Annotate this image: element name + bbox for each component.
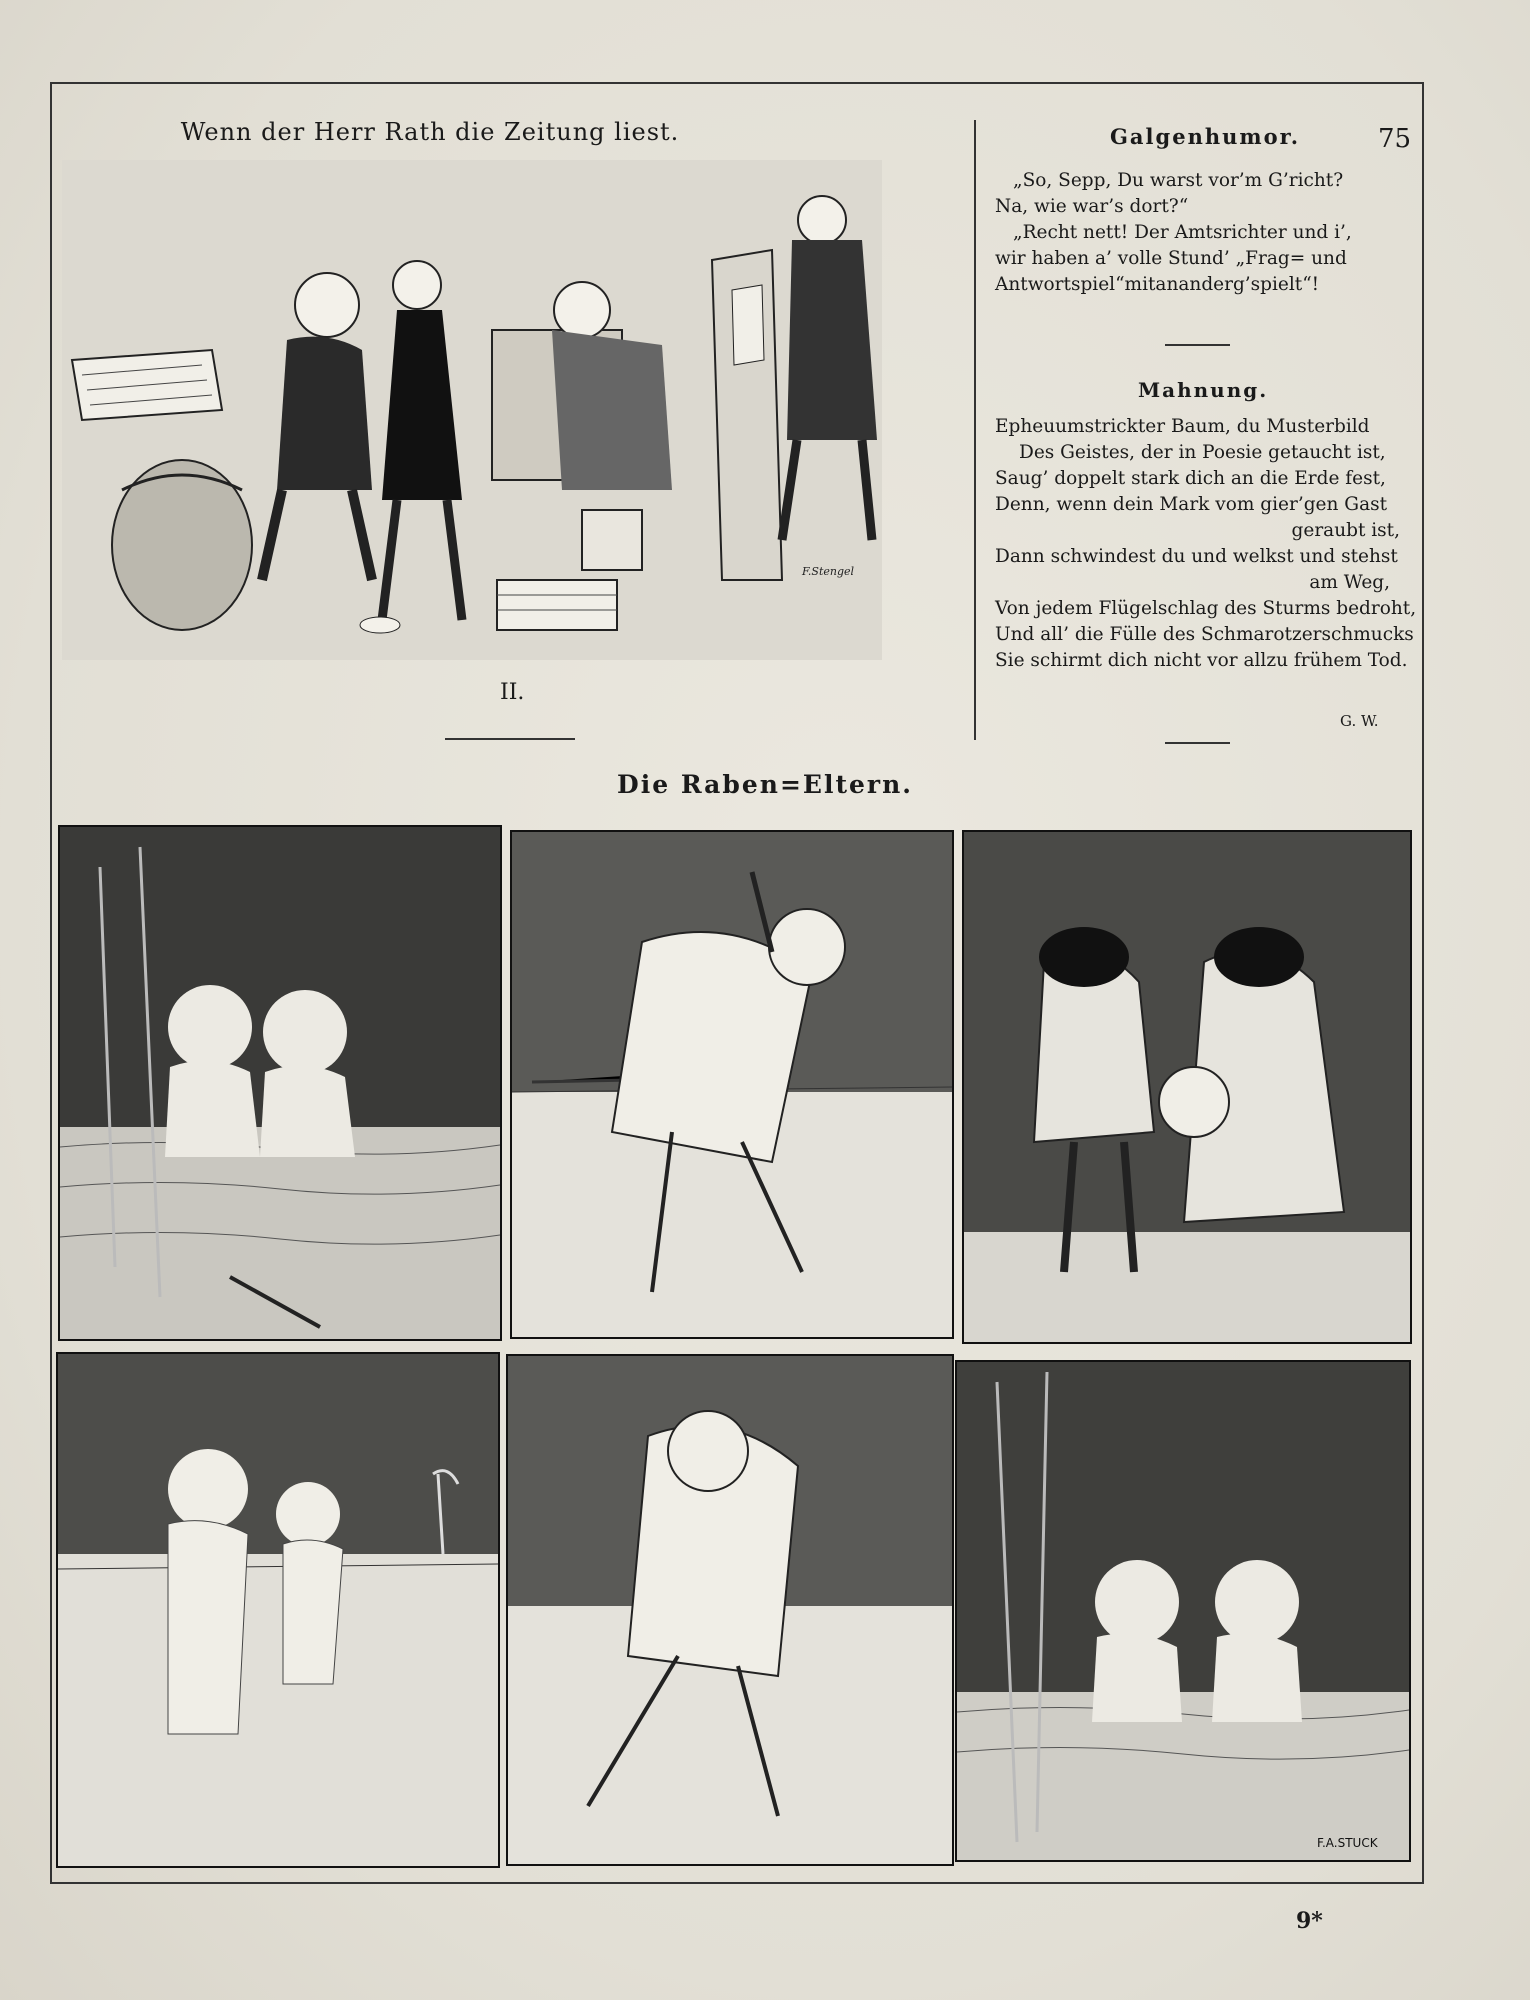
poem-text	[995, 414, 1417, 674]
comic-panel-2	[510, 830, 954, 1339]
babies-walking-on-shore-icon	[58, 1354, 498, 1866]
comic-title: Die Raben=Eltern.	[617, 770, 913, 799]
galgenhumor-line: Antwortspiel“mitananderg’spielt“!	[995, 274, 1320, 295]
divider-right-2	[1165, 742, 1230, 744]
column-divider	[974, 120, 976, 740]
plate-number: II.	[500, 680, 525, 705]
cartoon-title: Wenn der Herr Rath die Zeitung liest.	[180, 118, 680, 146]
poem-line: geraubt ist,	[1291, 520, 1400, 541]
poem-line: Des Geistes, der in Poesie getaucht ist,	[1019, 442, 1386, 463]
divider-left	[445, 738, 575, 740]
poem-line: Epheuumstrickter Baum, du Musterbild	[995, 416, 1370, 437]
galgenhumor-title: Galgenhumor.	[1110, 124, 1301, 149]
galgenhumor-line: „So, Sepp, Du warst vor’m G’richt?	[1013, 170, 1344, 191]
comic-panel-6	[955, 1360, 1411, 1862]
galgenhumor-line: „Recht nett! Der Amtsrichter und i’,	[1013, 222, 1352, 243]
comic-panel-5	[506, 1354, 954, 1866]
divider-right-1	[1165, 344, 1230, 346]
poem-line: Von jedem Flügelschlag des Sturms bedroht,	[995, 598, 1417, 619]
stork-with-baby-icon	[508, 1356, 952, 1864]
poem-line: am Weg,	[1309, 572, 1390, 593]
comic-panel-3	[962, 830, 1412, 1344]
galgenhumor-line: wir haben a’ volle Stund’ „Frag= und	[995, 248, 1347, 269]
poem-line: Saug’ doppelt stark dich an die Erde fest,	[995, 468, 1386, 489]
page-number: 75	[1378, 124, 1412, 154]
office-scene-illustration	[62, 160, 882, 660]
svg-text:F.Stengel: F.Stengel	[802, 565, 855, 578]
stork-carrying-baby-icon	[512, 832, 952, 1337]
two-babies-in-water-icon	[60, 827, 500, 1339]
poem-line: Denn, wenn dein Mark vom gier’gen Gast	[995, 494, 1388, 515]
signature-mark: 9*	[1296, 1908, 1323, 1934]
ravens-with-baby-icon	[964, 832, 1410, 1342]
poem-line: Sie schirmt dich nicht vor allzu frühem Tod.	[995, 650, 1408, 671]
comic-panel-4	[56, 1352, 500, 1868]
poem-line: Dann schwindest du und welkst und stehst	[995, 546, 1398, 567]
comic-panel-1	[58, 825, 502, 1341]
galgenhumor-line: Na, wie war’s dort?“	[995, 196, 1189, 217]
artist-signature: F.A.STUCK	[1317, 1836, 1378, 1850]
galgenhumor-text	[995, 168, 1410, 298]
poem-title: Mahnung.	[1138, 378, 1269, 402]
poem-author: G. W.	[1340, 712, 1379, 730]
office-scene-icon	[62, 160, 882, 660]
babies-in-reeds-icon	[957, 1362, 1409, 1860]
poem-line: Und all’ die Fülle des Schmarotzerschmucks	[995, 624, 1414, 645]
